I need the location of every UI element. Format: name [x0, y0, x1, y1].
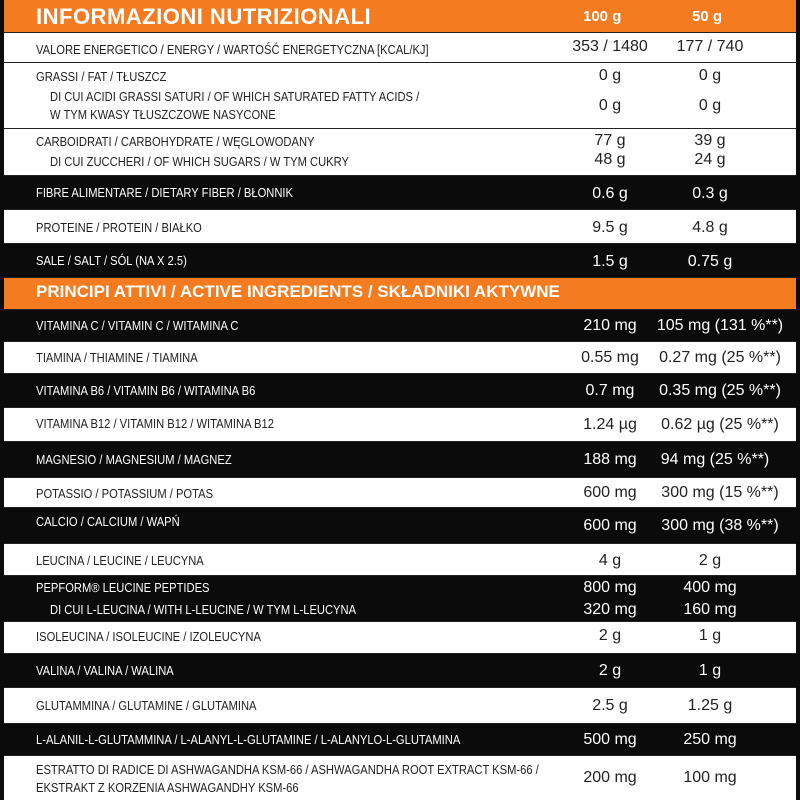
table-row-protein	[0, 210, 800, 244]
table-row-calcium	[0, 508, 800, 544]
value-50g: 1 g	[698, 627, 722, 644]
value-100g: 4 g	[598, 552, 622, 569]
value-50g: 2 g	[698, 552, 722, 569]
left-border	[0, 0, 4, 800]
value-100g: 353 / 1480	[572, 38, 648, 55]
table-row-vitamin-b12	[0, 408, 800, 442]
right-border	[796, 0, 800, 800]
value-50g: 94 mg (25 %**)	[660, 451, 770, 468]
value-50g: 0.35 mg (25 %**)	[659, 382, 781, 399]
sub-value-50g: 0 g	[698, 97, 722, 114]
row-label: VITAMINA B12 / VITAMIN B12 / WITAMINA B12	[36, 416, 274, 431]
section-header-active-ingredients	[0, 278, 800, 310]
table-row-carbohydrate	[0, 129, 800, 176]
value-50g: 0 g	[698, 67, 722, 84]
row-label: GRASSI / FAT / TŁUSZCZ	[36, 69, 167, 84]
value-50g: 0.62 µg (25 %**)	[661, 416, 779, 433]
sub-row-label: DI CUI L-LEUCINA / WITH L-LEUCINE / W TYM L-LEUCYNA	[50, 602, 357, 617]
row-label: VITAMINA B6 / VITAMIN B6 / WITAMINA B6	[36, 383, 256, 398]
value-100g: 0.6 g	[592, 185, 628, 202]
sub-row-label: DI CUI ACIDI GRASSI SATURI / OF WHICH SATURATED FATTY ACIDS /	[50, 89, 420, 104]
row-label: PEPFORM® LEUCINE PEPTIDES	[36, 580, 210, 595]
table-row-magnesium	[0, 442, 800, 478]
table-row-thiamine	[0, 342, 800, 374]
sub-value-100g: 48 g	[594, 151, 626, 168]
table-row-valine	[0, 654, 800, 688]
value-100g: 0.7 mg	[585, 382, 635, 399]
table-row-isoleucine	[0, 622, 800, 654]
value-100g: 500 mg	[583, 731, 637, 748]
sub-value-100g: 320 mg	[583, 601, 637, 618]
row-label: CALCIO / CALCIUM / WAPŃ	[36, 514, 180, 529]
table-row-fiber	[0, 176, 800, 210]
table-row-vitamin-b6	[0, 374, 800, 408]
table-row-leucine	[0, 544, 800, 576]
table-row-salt	[0, 244, 800, 278]
table-row-potassium	[0, 478, 800, 508]
column-header-100g: 100 g	[583, 8, 622, 25]
row-label: VALINA / VALINA / WALINA	[36, 663, 174, 678]
row-label: FIBRE ALIMENTARE / DIETARY FIBER / BŁONNIK	[36, 185, 294, 200]
table-row-fat	[0, 63, 800, 129]
value-100g: 77 g	[594, 132, 626, 149]
value-100g: 200 mg	[583, 769, 637, 786]
row-label: ESTRATTO DI RADICE DI ASHWAGANDHA KSM-66 / ASHWAGANDHA ROOT EXTRACT KSM-66 /	[36, 762, 539, 777]
table-row-pepform	[0, 576, 800, 622]
value-100g: 2 g	[598, 662, 622, 679]
table-row-ashwagandha	[0, 756, 800, 800]
sub-row-label: W TYM KWASY TŁUSZCZOWE NASYCONE	[50, 107, 276, 122]
table-title: INFORMAZIONI NUTRIZIONALI	[36, 4, 372, 29]
row-label: POTASSIO / POTASSIUM / POTAS	[36, 486, 214, 501]
row-label: LEUCINA / LEUCINE / LEUCYNA	[36, 553, 204, 568]
value-100g: 0.55 mg	[581, 349, 639, 366]
value-50g: 105 mg (131 %**)	[656, 317, 784, 334]
value-50g: 250 mg	[683, 731, 737, 748]
row-label-line-2: EKSTRAKT Z KORZENIA ASHWAGANDHY KSM-66	[36, 780, 299, 795]
table-row-vitamin-c	[0, 310, 800, 342]
row-label: GLUTAMMINA / GLUTAMINE / GLUTAMINA	[36, 698, 257, 713]
value-100g: 1.5 g	[592, 253, 628, 270]
value-50g: 300 mg (15 %**)	[661, 484, 779, 501]
table-row-alanyl-glutamine	[0, 724, 800, 756]
value-50g: 0.75 g	[687, 253, 733, 270]
row-label: L-ALANIL-L-GLUTAMMINA / L-ALANYL-L-GLUTAMINE / L-ALANYLO-L-GLUTAMINA	[36, 732, 461, 747]
row-label: CARBOIDRATI / CARBOHYDRATE / WĘGLOWODANY	[36, 134, 315, 149]
value-50g: 39 g	[694, 132, 726, 149]
row-label: SALE / SALT / SÓL (NA X 2.5)	[36, 253, 187, 268]
row-label: ISOLEUCINA / ISOLEUCINE / IZOLEUCYNA	[36, 629, 261, 644]
value-100g: 210 mg	[583, 317, 637, 334]
value-50g: 1 g	[698, 662, 722, 679]
sub-value-50g: 24 g	[694, 151, 726, 168]
row-label: MAGNESIO / MAGNESIUM / MAGNEZ	[36, 452, 232, 467]
value-100g: 600 mg	[583, 517, 637, 534]
row-label: TIAMINA / THIAMINE / TIAMINA	[36, 350, 198, 365]
value-50g: 100 mg	[683, 769, 737, 786]
value-50g: 0.3 g	[692, 185, 728, 202]
value-100g: 1.24 µg	[583, 416, 637, 433]
value-50g: 177 / 740	[676, 38, 744, 55]
row-label: PROTEINE / PROTEIN / BIAŁKO	[36, 220, 202, 235]
value-50g: 300 mg (38 %**)	[661, 517, 779, 534]
value-100g: 2 g	[598, 627, 622, 644]
value-100g: 9.5 g	[592, 219, 628, 236]
value-50g: 400 mg	[683, 579, 737, 596]
value-100g: 188 mg	[583, 451, 637, 468]
value-50g: 0.27 mg (25 %**)	[659, 349, 781, 366]
section-title: PRINCIPI ATTIVI / ACTIVE INGREDIENTS / SKŁADNIKI AKTYWNE	[36, 282, 560, 301]
row-label: VITAMINA C / VITAMIN C / WITAMINA C	[36, 318, 239, 333]
value-50g: 1.25 g	[687, 697, 733, 714]
sub-row-label: DI CUI ZUCCHERI / OF WHICH SUGARS / W TYM CUKRY	[50, 154, 349, 169]
value-50g: 4.8 g	[692, 219, 728, 236]
sub-value-100g: 0 g	[598, 97, 622, 114]
table-row-energy	[0, 33, 800, 63]
value-100g: 800 mg	[583, 579, 637, 596]
value-100g: 600 mg	[583, 484, 637, 501]
column-header-50g: 50 g	[692, 8, 723, 25]
sub-value-50g: 160 mg	[683, 601, 737, 618]
value-100g: 0 g	[598, 67, 622, 84]
table-header	[0, 0, 800, 33]
table-row-glutamine	[0, 688, 800, 724]
value-100g: 2.5 g	[592, 697, 628, 714]
row-label: VALORE ENERGETICO / ENERGY / WARTOŚĆ ENERGETYCZNA [KCAL/KJ]	[36, 42, 429, 57]
